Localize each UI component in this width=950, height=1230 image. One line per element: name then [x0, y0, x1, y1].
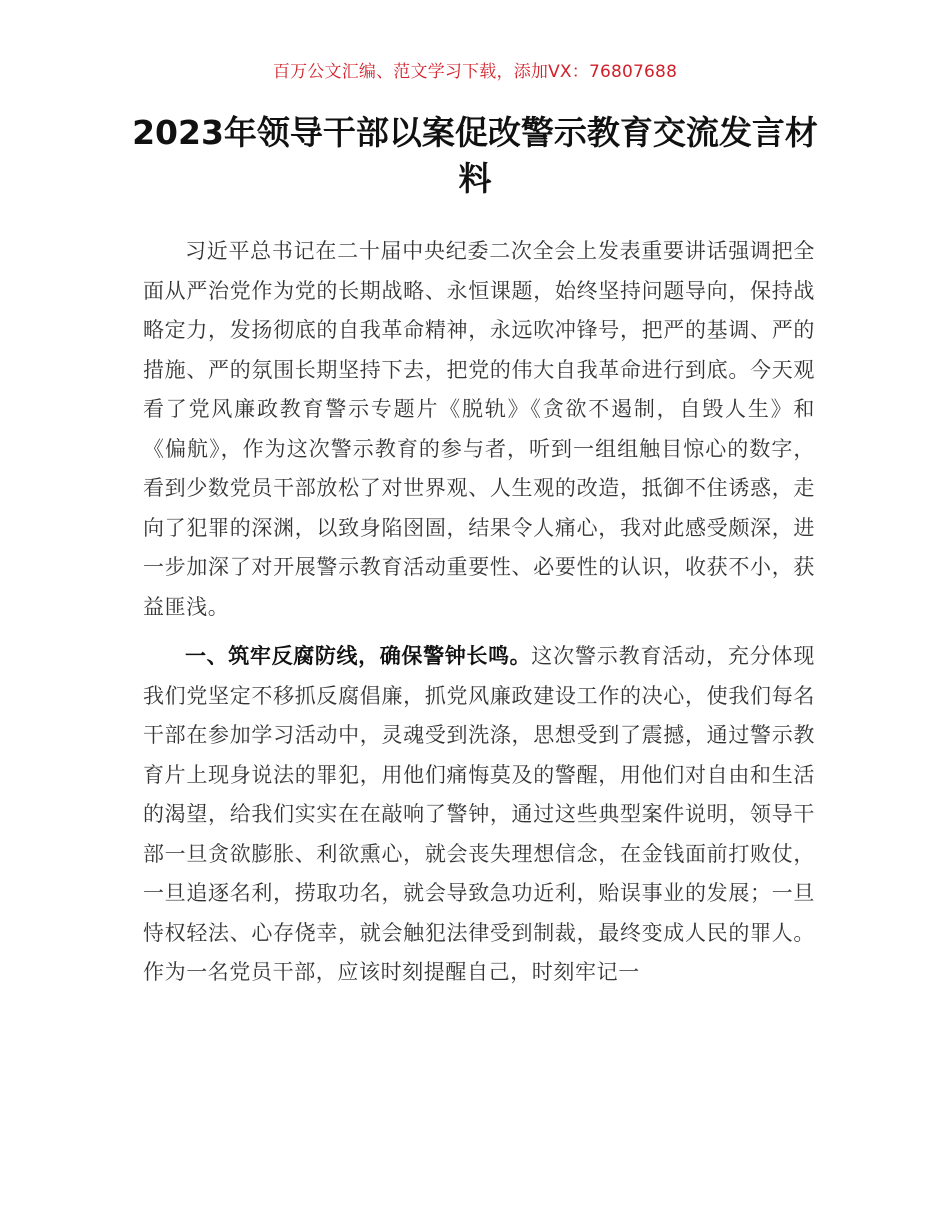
section-heading: 一、筑牢反腐防线，确保警钟长鸣。: [185, 644, 532, 668]
paragraph-section-1: [143, 637, 815, 993]
document-title: 2023年领导干部以案促改警示教育交流发言材料: [132, 113, 818, 198]
paragraph-intro: [143, 232, 815, 627]
paragraph-text: 习近平总书记在二十届中央纪委二次全会上发表重要讲话强调把全面从严治党作为党的长期战略、永恒课题，始终坚持问题导向，保持战略定力，发扬彻底的自我革命精神，永远吹冲锋号，把严的基调、严的措施、严的氛围长期坚持下去，把党的伟大自我革命进行到底。今天观看了党风廉政教育警示专题片《脱轨》《贪欲不遏制，自毁人生》和《偏航》，作为这次警示教育的参与者，听到一组组触目惊心的数字，看到少数党员干部放松了对世界观、人生观的改造，抵御不住诱惑，走向了犯罪的深渊，以致身陷囹圄，结果令人痛心，我对此感受颇深，进一步加深了对开展警示教育活动重要性、必要性的认识，收获不小，获益匪浅。: [143, 239, 815, 619]
header-watermark-note: 百万公文汇编、范文学习下载，添加VX：76807688: [272, 62, 678, 82]
paragraph-text: 这次警示教育活动，充分体现我们党坚定不移抓反腐倡廉，抓党风廉政建设工作的决心，使我们每名干部在参加学习活动中，灵魂受到洗涤，思想受到了震撼，通过警示教育片上现身说法的罪犯，用他们痛悔莫及的警醒，用他们对自由和生活的渴望，给我们实实在在敲响了警钟，通过这些典型案件说明，领导干部一旦贪欲膨胀、利欲熏心，就会丧失理想信念，在金钱面前打败仗，一旦追逐名利，捞取功名，就会导致急功近利，贻误事业的发展；一旦恃权轻法、心存侥幸，就会触犯法律受到制裁，最终变成人民的罪人。作为一名党员干部，应该时刻提醒自己，时刻牢记一: [143, 644, 815, 984]
document-body: [143, 232, 815, 1003]
